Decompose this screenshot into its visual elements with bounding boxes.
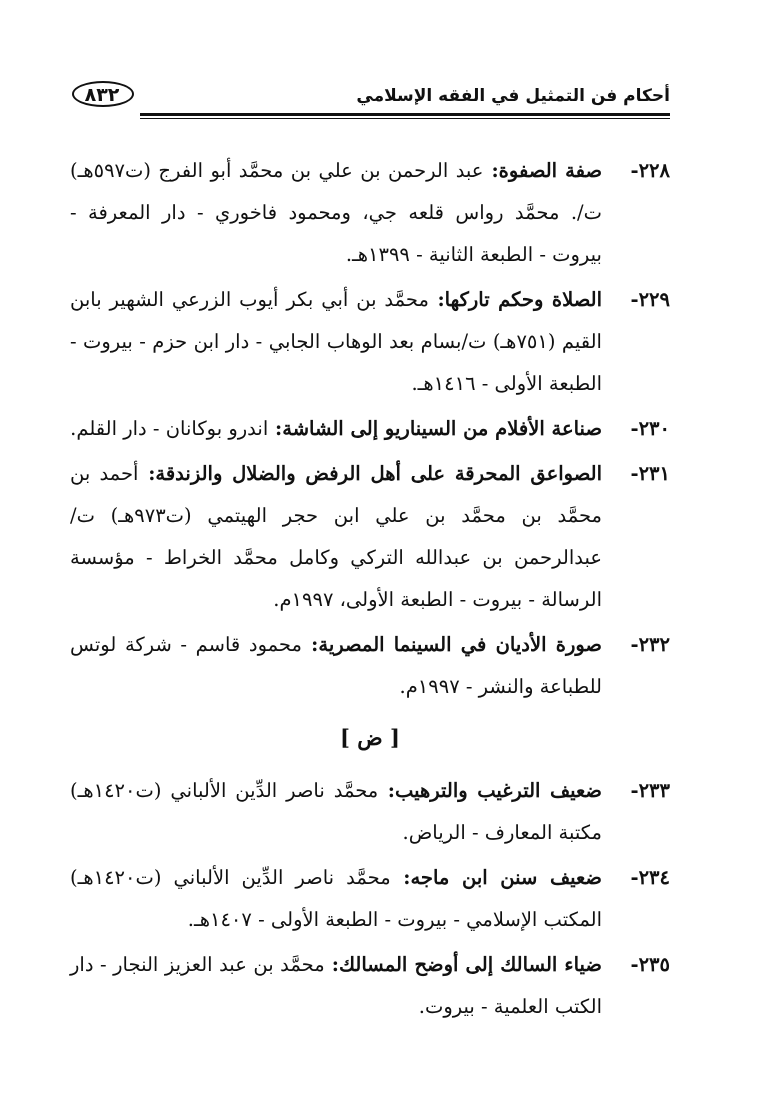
entry-text: عبد الرحمن بن علي بن محمَّد أبو الفرج (ت٥٩٧هـ) ت/. محمَّد رواس قلعه جي، ومحمود فاخوري - دار المعرفة - بيروت - الطبعة الثانية - ١٣٩٩هـ. bbox=[70, 159, 602, 266]
bibliography-entry bbox=[70, 770, 670, 854]
page-number: ٨٣٢ bbox=[84, 84, 120, 106]
entry-title: صناعة الأفلام من السيناريو إلى الشاشة: bbox=[268, 417, 602, 440]
page-header bbox=[70, 80, 670, 130]
entry-title: ضياء السالك إلى أوضح المسالك: bbox=[324, 953, 602, 976]
bibliography-entry bbox=[70, 408, 670, 450]
entry-text: محمود قاسم - شركة لوتس للطباعة والنشر - ١٩٩٧م. bbox=[70, 633, 602, 698]
header-rule-thick bbox=[140, 113, 670, 116]
entry-number: ٢٣٤- bbox=[630, 866, 670, 889]
page-number-badge bbox=[70, 80, 140, 110]
entry-number: ٢٣٠- bbox=[630, 417, 670, 440]
entry-text: أحمد بن محمَّد بن محمَّد بن علي ابن حجر الهيتمي (ت٩٧٣هـ) ت/ عبدالرحمن بن عبدالله التركي وكامل محمَّد الخراط - مؤسسة الرسالة - بيروت - الطبعة الأولى، ١٩٩٧م. bbox=[70, 462, 602, 611]
entry-number: ٢٣٥- bbox=[630, 953, 670, 976]
bibliography-entry bbox=[70, 857, 670, 941]
entry-text: محمَّد ناصر الدِّين الألباني (ت١٤٢٠هـ) المكتب الإسلامي - بيروت - الطبعة الأولى - ١٤٠٧هـ. bbox=[70, 866, 602, 931]
bibliography-entry bbox=[70, 453, 670, 621]
entry-text: محمَّد بن أبي بكر أيوب الزرعي الشهير بابن القيم (٧٥١هـ) ت/بسام بعد الوهاب الجابي - دار ابن حزم - بيروت - الطبعة الأولى - ١٤١٦هـ. bbox=[70, 288, 602, 395]
entry-text: اندرو بوكانان - دار القلم. bbox=[70, 417, 269, 440]
entry-text: محمَّد ناصر الدِّين الألباني (ت١٤٢٠هـ) مكتبة المعارف - الرياض. bbox=[70, 779, 602, 844]
entry-number: ٢٣٢- bbox=[630, 633, 670, 656]
entry-title: ضعيف الترغيب والترهيب: bbox=[378, 779, 602, 802]
bibliography-entry bbox=[70, 150, 670, 276]
bibliography-entry bbox=[70, 944, 670, 1028]
entry-number: ٢٣١- bbox=[630, 462, 670, 485]
header-rule-thin bbox=[140, 118, 670, 119]
bibliography-entry bbox=[70, 279, 670, 405]
section-heading: [ ض ] bbox=[340, 725, 400, 750]
bibliography-entry bbox=[70, 624, 670, 708]
bibliography-list bbox=[70, 150, 670, 1031]
entry-title: صورة الأديان في السينما المصرية: bbox=[301, 633, 602, 656]
entry-title: الصلاة وحكم تاركها: bbox=[428, 288, 603, 311]
entry-text: محمَّد بن عبد العزيز النجار - دار الكتب العلمية - بيروت. bbox=[70, 953, 602, 1018]
entry-title: الصواعق المحرقة على أهل الرفض والضلال والزندقة: bbox=[138, 462, 602, 485]
running-title: أحكام فن التمثيل في الفقه الإسلامي bbox=[356, 86, 670, 106]
entry-title: صفة الصفوة: bbox=[483, 159, 603, 182]
entry-number: ٢٢٩- bbox=[630, 288, 670, 311]
entry-title: ضعيف سنن ابن ماجه: bbox=[390, 866, 602, 889]
entry-number: ٢٢٨- bbox=[630, 159, 670, 182]
entry-number: ٢٣٣- bbox=[630, 779, 670, 802]
